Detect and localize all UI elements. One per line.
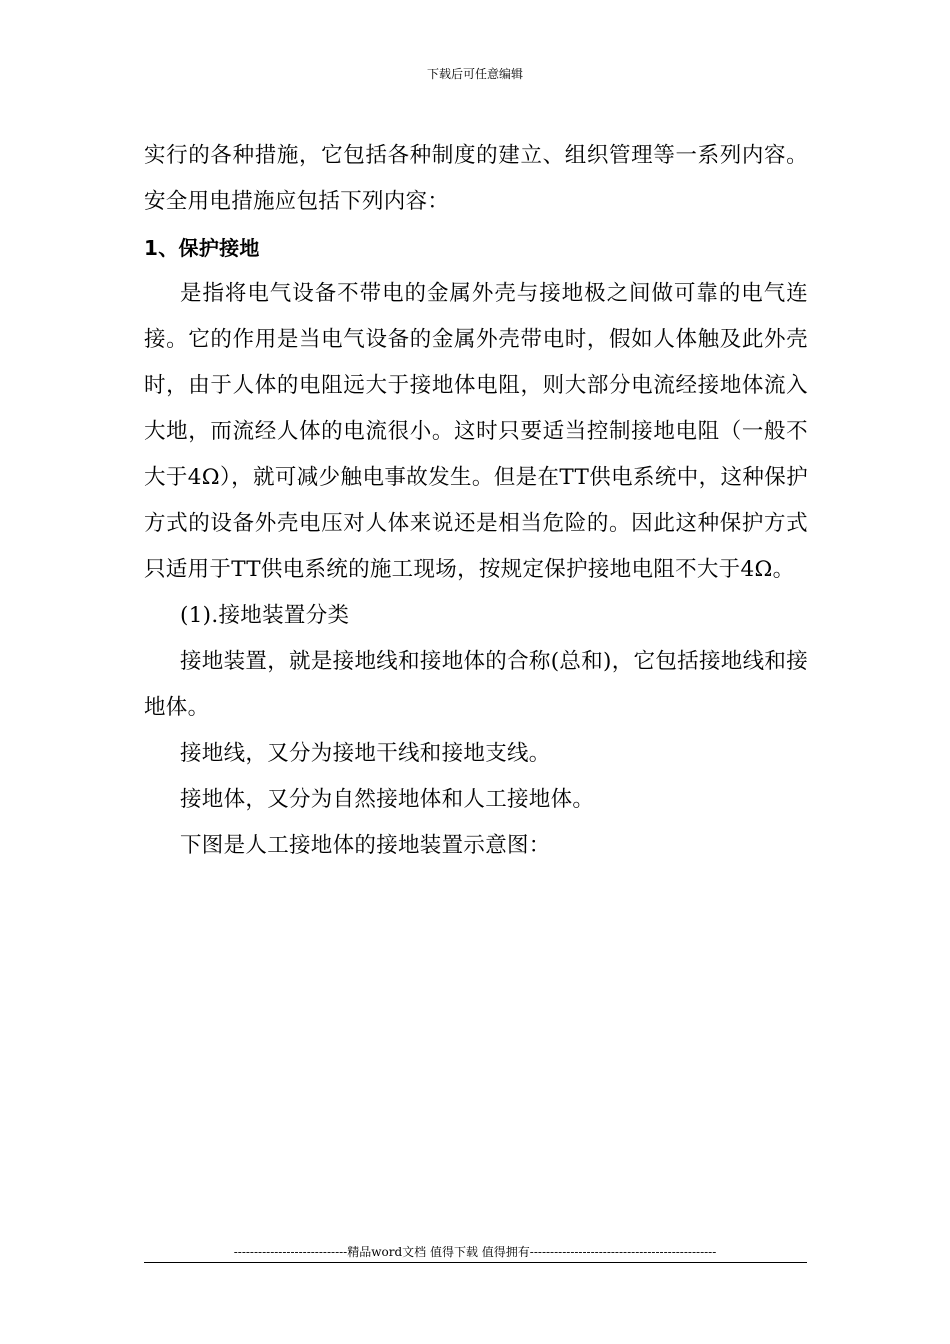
paragraph-protective-grounding: 是指将电气设备不带电的金属外壳与接地极之间做可靠的电气连接。它的作用是当电气设备的金属外壳带电时，假如人体触及此外壳时，由于人体的电阻远大于接地体电阻，则大部分电流经接地体流入大地，而流经人体的电流很小。这时只要适当控制接地电阻（一般不大于4Ω），就可减少触电事故发生。但是在TT供电系统中，这种保护方式的设备外壳电压对人体来说还是相当危险的。因此这种保护方式只适用于TT供电系统的施工现场，按规定保护接地电阻不大于4Ω。	[144, 281, 808, 582]
subheading-grounding-device-types: (1).接地装置分类	[180, 603, 350, 628]
paragraph-grounding-device: 接地装置，就是接地线和接地体的合称(总和)，它包括接地线和接地体。	[144, 649, 808, 720]
footer-divider	[144, 1262, 807, 1263]
paragraph-intro: 实行的各种措施，它包括各种制度的建立、组织管理等一系列内容。安全用电措施应包括下列内容：	[144, 143, 808, 214]
page-header: 下载后可任意编辑	[426, 67, 523, 81]
paragraph-grounding-wire: 接地线，又分为接地干线和接地支线。	[180, 741, 551, 766]
document-body	[144, 133, 808, 869]
section-heading-protective-grounding: 1、保护接地	[144, 236, 260, 260]
paragraph-grounding-body: 接地体，又分为自然接地体和人工接地体。	[180, 787, 595, 812]
paragraph-diagram-caption: 下图是人工接地体的接地装置示意图：	[180, 833, 551, 858]
page-footer: ----------------------------精品word文档 值得下载 值得拥有----------------------------------------------	[233, 1245, 717, 1259]
